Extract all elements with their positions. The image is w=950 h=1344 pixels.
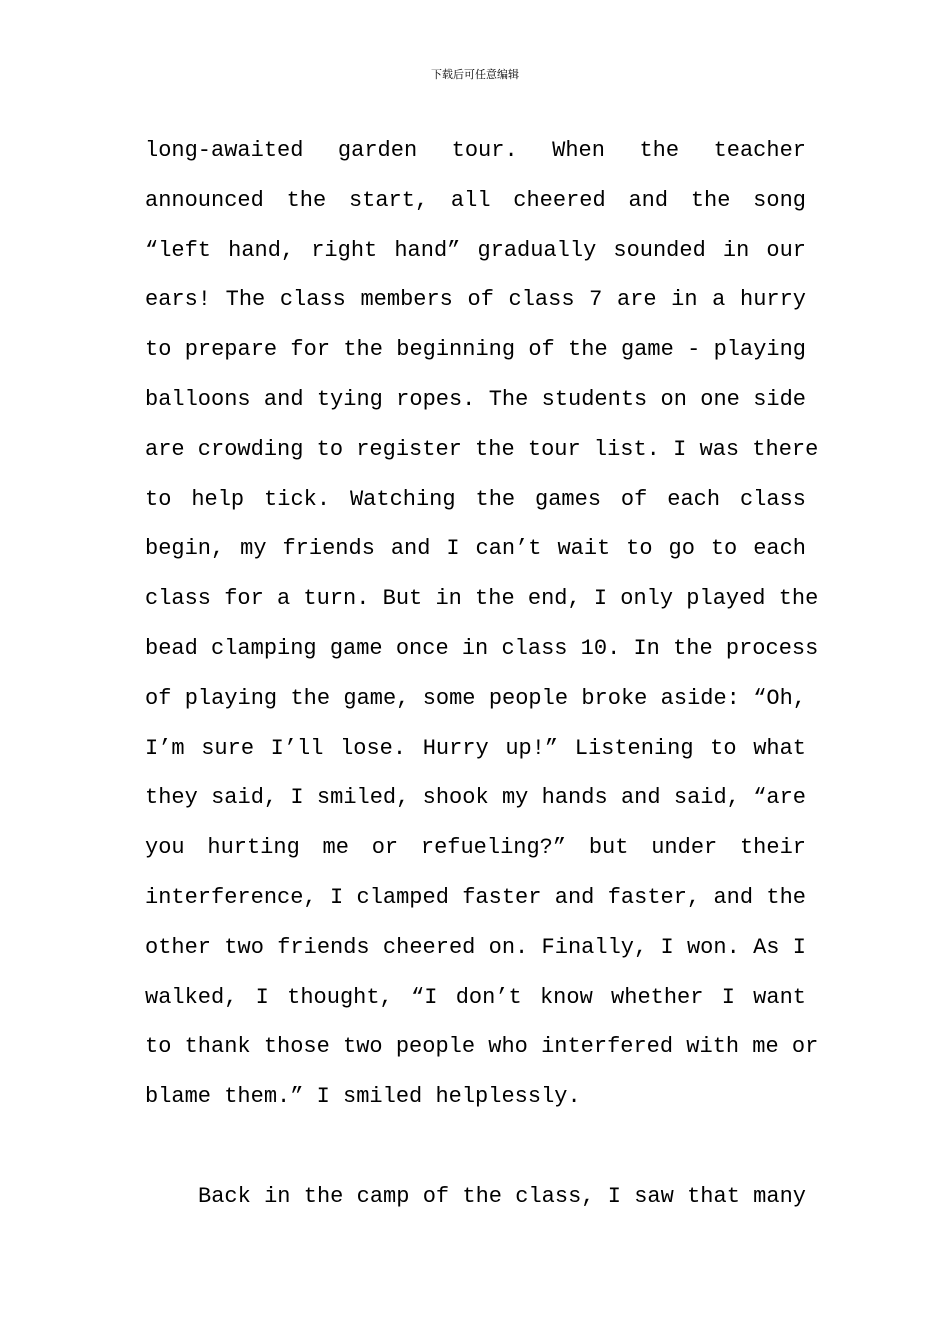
text-line: Back in the camp of the class, I saw that many (198, 1183, 806, 1209)
text-line: walked, I thought, “I don’t know whether I want (145, 984, 806, 1010)
paragraph-2 (145, 1172, 806, 1222)
body-text (145, 126, 819, 1222)
text-line: I’m sure I’ll lose. Hurry up!” Listening to what (145, 735, 806, 761)
text-line: to help tick. Watching the games of each class (145, 486, 806, 512)
text-line: of playing the game, some people broke aside: “Oh, (145, 685, 806, 711)
text-line: other two friends cheered on. Finally, I won. As I (145, 934, 806, 960)
page-header: 下载后可任意编辑 (431, 68, 519, 81)
text-line: begin, my friends and I can’t wait to go to each (145, 536, 806, 562)
paragraph-1 (145, 126, 819, 1122)
text-line: you hurting me or refueling?” but under their (145, 835, 806, 861)
text-line: blame them.” I smiled helplessly. (145, 1084, 581, 1110)
text-line: they said, I smiled, shook my hands and said, “are (145, 785, 806, 811)
text-line: are crowding to register the tour list. I was there (145, 436, 819, 462)
paragraph-gap (145, 1122, 806, 1172)
text-line: long-awaited garden tour. When the teacher (145, 138, 806, 163)
text-line: announced the start, all cheered and the song (145, 187, 806, 213)
text-line: to prepare for the beginning of the game - playing (145, 337, 806, 363)
text-line: ears! The class members of class 7 are in a hurry (145, 287, 806, 313)
text-line: balloons and tying ropes. The students on one side (145, 386, 806, 412)
text-line: bead clamping game once in class 10. In the process (145, 635, 819, 661)
text-line: to thank those two people who interfered with me or (145, 1034, 819, 1060)
text-line: “left hand, right hand” gradually sounded in our (145, 237, 806, 263)
text-line: class for a turn. But in the end, I only played the (145, 586, 819, 612)
text-line: interference, I clamped faster and faster, and the (145, 884, 806, 910)
